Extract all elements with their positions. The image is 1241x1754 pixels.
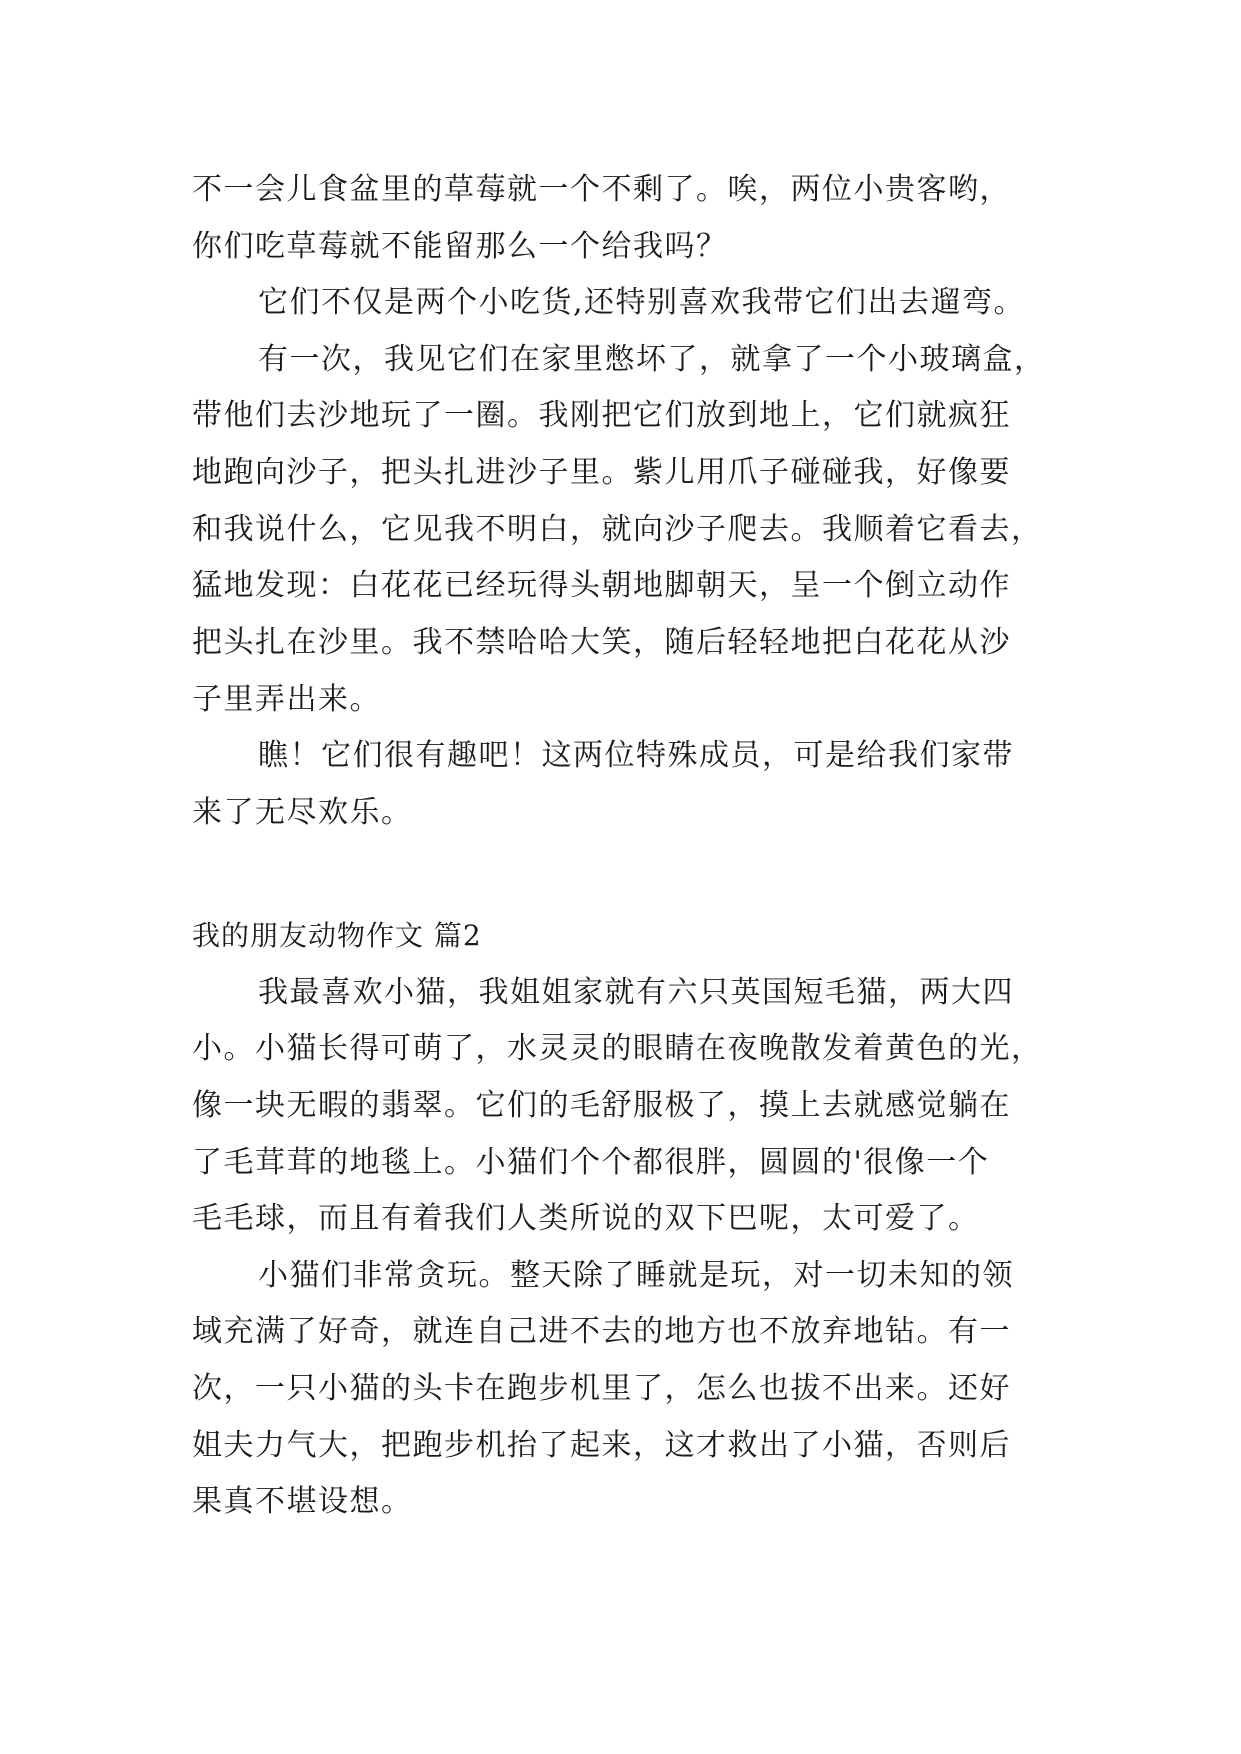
text-line: 我最喜欢小猫，我姐姐家就有六只英国短毛猫，两大四 [258, 975, 1014, 1010]
text-line: 把头扎在沙里。我不禁哈哈大笑，随后轻轻地把白花花从沙 [192, 625, 1011, 660]
text-line: 小。小猫长得可萌了，水灵灵的眼睛在夜晚散发着黄色的光， [192, 1031, 1043, 1066]
text-line: 瞧！它们很有趣吧！这两位特殊成员，可是给我们家带 [258, 738, 1014, 773]
text-line: 果真不堪设想。 [192, 1484, 413, 1519]
text-line: 地跑向沙子，把头扎进沙子里。紫儿用爪子碰碰我，好像要 [192, 455, 1011, 490]
text-line: 来了无尽欢乐。 [192, 795, 413, 830]
text-line: 你们吃草莓就不能留那么一个给我吗？ [192, 229, 728, 264]
text-line: 不一会儿食盆里的草莓就一个不剩了。唉，两位小贵客哟， [192, 172, 1011, 207]
text-line: 域充满了好奇，就连自己进不去的地方也不放弃地钻。有一 [192, 1314, 1011, 1349]
text-line: 次，一只小猫的头卡在跑步机里了，怎么也拔不出来。还好 [192, 1371, 1011, 1406]
text-line: 子里弄出来。 [192, 682, 381, 717]
text-line: 和我说什么，它见我不明白，就向沙子爬去。我顺着它看去， [192, 512, 1043, 547]
text-line: 带他们去沙地玩了一圈。我刚把它们放到地上，它们就疯狂 [192, 398, 1011, 433]
text-line: 有一次，我见它们在家里憋坏了，就拿了一个小玻璃盒， [258, 342, 1046, 377]
text-line: 姐夫力气大，把跑步机抬了起来，这才救出了小猫，否则后 [192, 1428, 1011, 1463]
text-line: 了毛茸茸的地毯上。小猫们个个都很胖，圆圆的'很像一个 [192, 1145, 990, 1180]
section-heading: 我的朋友动物作文 篇2 [192, 919, 482, 952]
text-line: 毛毛球，而且有着我们人类所说的双下巴呢，太可爱了。 [192, 1201, 980, 1236]
text-line: 猛地发现：白花花已经玩得头朝地脚朝天，呈一个倒立动作 [192, 568, 1011, 603]
text-line: 它们不仅是两个小吃货,还特别喜欢我带它们出去遛弯。 [258, 285, 1026, 320]
text-line: 像一块无暇的翡翠。它们的毛舒服极了，摸上去就感觉躺在 [192, 1088, 1011, 1123]
text-line: 小猫们非常贪玩。整天除了睡就是玩，对一切未知的领 [258, 1258, 1014, 1293]
